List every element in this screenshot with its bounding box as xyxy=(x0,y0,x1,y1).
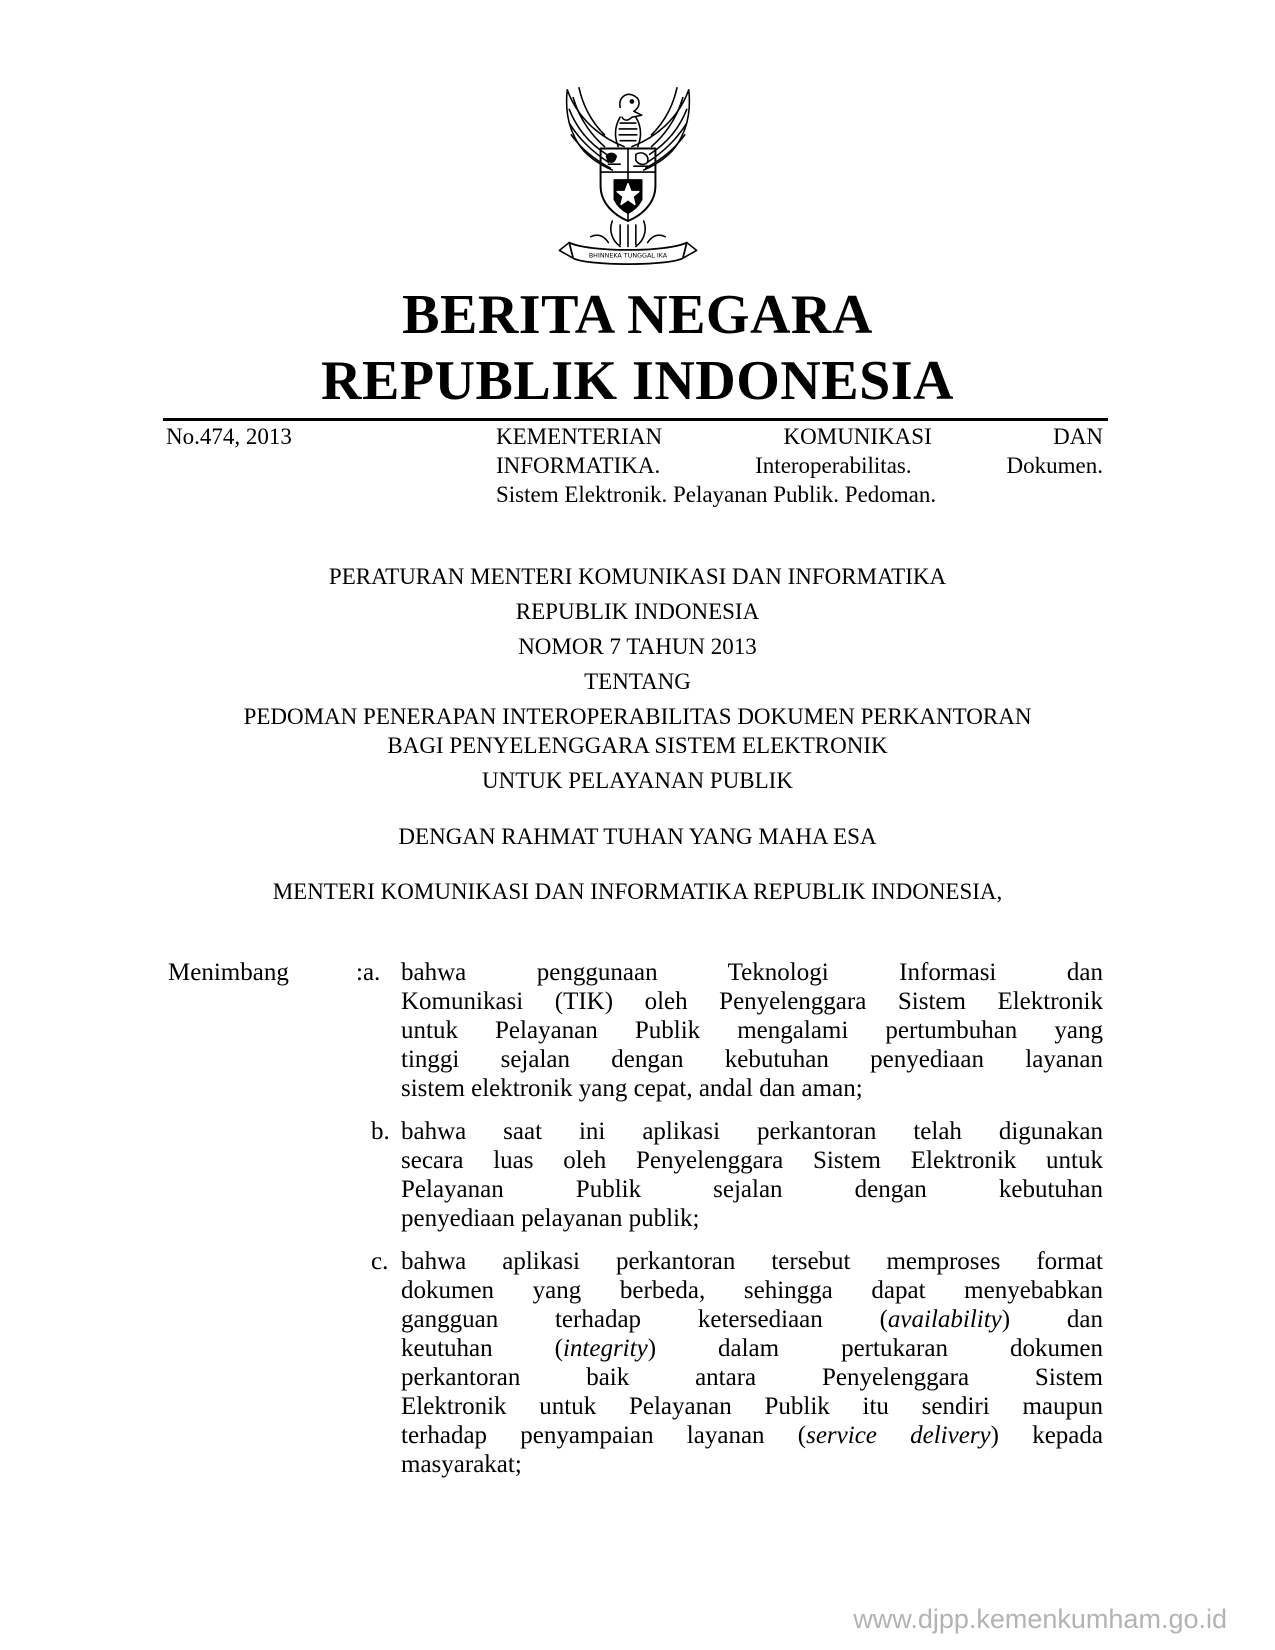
menimbang-item-b xyxy=(401,1117,1103,1233)
item-line: untuk Pelayanan Publik mengalami pertumbuhan yang xyxy=(401,1017,1103,1044)
item-line: Elektronik untuk Pelayanan Publik itu sendiri maupun xyxy=(401,1393,1103,1420)
menimbang-label: Menimbang xyxy=(168,959,289,986)
emblem-motto: BHINNEKA TUNGGAL IKA xyxy=(588,252,668,260)
regulation-tentang: TENTANG xyxy=(584,669,691,694)
regulation-title-line1: PERATURAN MENTERI KOMUNIKASI DAN INFORMATIKA xyxy=(328,564,947,589)
menimbang-item-a xyxy=(401,958,1103,1103)
gazette-title-line1: BERITA NEGARA xyxy=(402,284,873,346)
gazette-subject-line: KEMENTERIAN KOMUNIKASI DAN xyxy=(496,424,1103,449)
gazette-subject-line: INFORMATIKA. Interoperabilitas. Dokumen. xyxy=(496,453,1103,478)
menimbang-item-c xyxy=(401,1247,1103,1479)
regulation-subject-line1: PEDOMAN PENERAPAN INTEROPERABILITAS DOKUMEN PERKANTORAN xyxy=(243,704,1032,729)
gazette-number: No.474, 2013 xyxy=(166,424,292,449)
regulation-subject-line3: UNTUK PELAYANAN PUBLIK xyxy=(482,768,793,793)
watermark-url: www.djpp.kemenkumham.go.id xyxy=(853,1604,1227,1634)
item-line: terhadap penyampaian layanan (service delivery) kepada xyxy=(401,1422,1103,1449)
gazette-subject-line: Sistem Elektronik. Pelayanan Publik. Pedoman. xyxy=(496,482,937,507)
item-letter-b: b. xyxy=(371,1118,390,1145)
item-line: bahwa saat ini aplikasi perkantoran telah digunakan xyxy=(401,1118,1103,1145)
gazette-title-line2: REPUBLIK INDONESIA xyxy=(321,350,954,412)
item-line: gangguan terhadap ketersediaan (availability) dan xyxy=(401,1306,1103,1333)
header-divider xyxy=(163,418,1108,421)
item-line: bahwa penggunaan Teknologi Informasi dan xyxy=(401,959,1103,986)
invocation: DENGAN RAHMAT TUHAN YANG MAHA ESA xyxy=(398,824,877,849)
item-line: masyarakat; xyxy=(401,1451,522,1478)
regulation-number: NOMOR 7 TAHUN 2013 xyxy=(518,634,757,659)
garuda-emblem-icon xyxy=(530,78,726,270)
item-line: Komunikasi (TIK) oleh Penyelenggara Sistem Elektronik xyxy=(401,988,1103,1015)
item-line: keutuhan (integrity) dalam pertukaran dokumen xyxy=(401,1335,1103,1362)
regulation-title-line2: REPUBLIK INDONESIA xyxy=(515,599,760,624)
regulation-subject-line2: BAGI PENYELENGGARA SISTEM ELEKTRONIK xyxy=(387,733,888,758)
item-line: tinggi sejalan dengan kebutuhan penyediaan layanan xyxy=(401,1046,1103,1073)
item-line: dokumen yang berbeda, sehingga dapat menyebabkan xyxy=(401,1277,1103,1304)
item-letter-c: c. xyxy=(371,1248,389,1275)
item-line: penyediaan pelayanan publik; xyxy=(401,1205,700,1232)
item-line: sistem elektronik yang cepat, andal dan aman; xyxy=(401,1075,863,1102)
item-letter-a: :a. xyxy=(356,959,381,986)
minister-heading: MENTERI KOMUNIKASI DAN INFORMATIKA REPUBLIK INDONESIA, xyxy=(272,879,1003,904)
item-line: Pelayanan Publik sejalan dengan kebutuhan xyxy=(401,1176,1103,1203)
item-line: perkantoran baik antara Penyelenggara Sistem xyxy=(401,1364,1103,1391)
gazette-subject xyxy=(496,422,1103,509)
item-line: bahwa aplikasi perkantoran tersebut memproses format xyxy=(401,1248,1103,1275)
item-line: secara luas oleh Penyelenggara Sistem Elektronik untuk xyxy=(401,1147,1103,1174)
